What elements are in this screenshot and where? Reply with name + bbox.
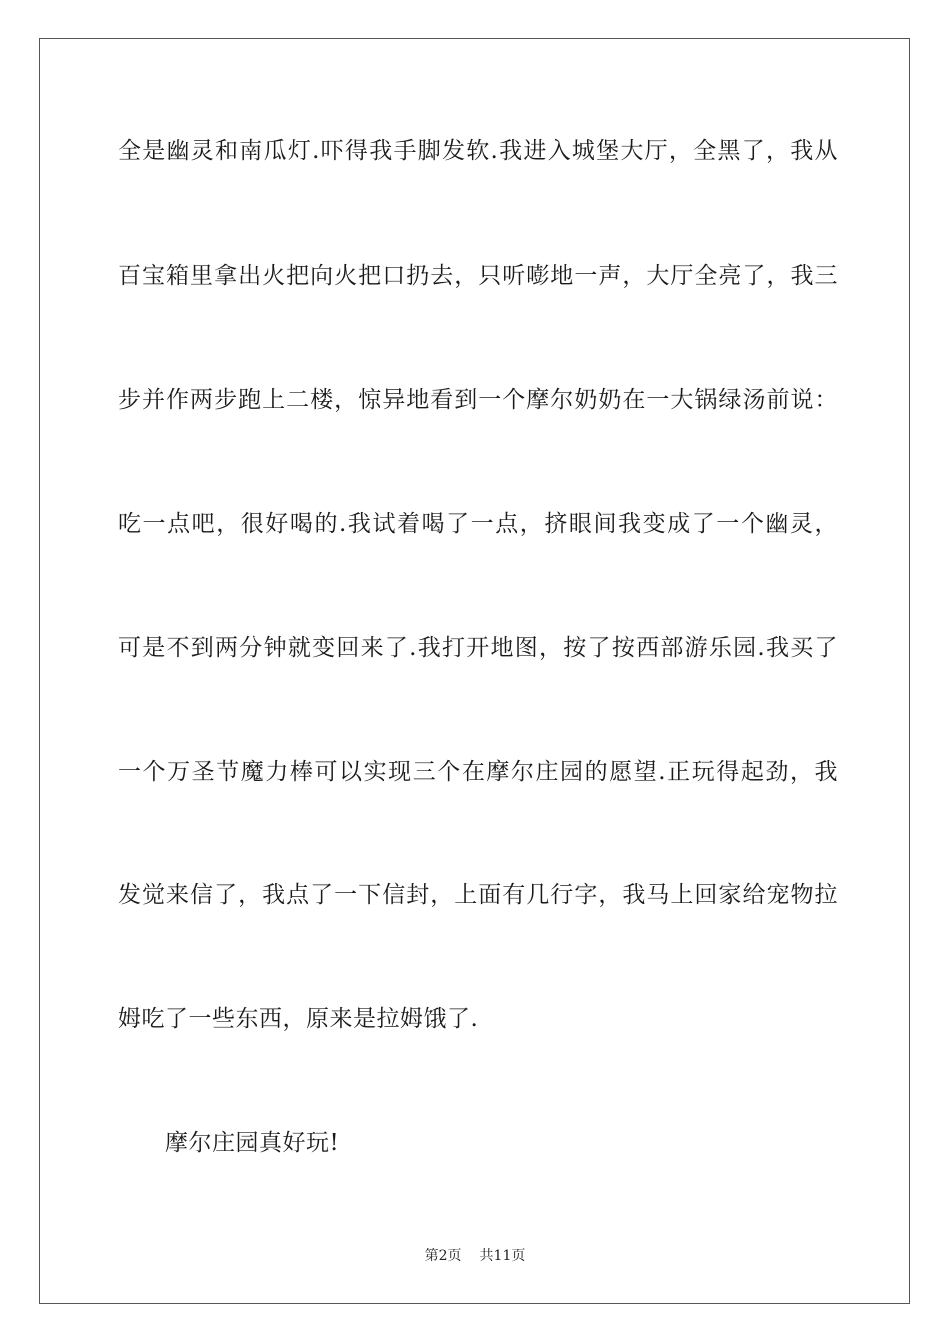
page-number-current: 第2页 [424,1248,462,1264]
paragraph-line-4: 吃一点吧，很好喝的.我试着喝了一点，挤眼间我变成了一个幽灵， [118,511,838,537]
page-number-total: 共11页 [479,1248,526,1264]
paragraph-line-6: 一个万圣节魔力棒可以实现三个在摩尔庄园的愿望.正玩得起劲，我 [118,759,838,785]
paragraph-line-1: 全是幽灵和南瓜灯.吓得我手脚发软.我进入城堡大厅，全黑了，我从 [118,138,838,164]
closing-line: 摩尔庄园真好玩! [165,1130,340,1156]
page-footer [0,1247,950,1265]
paragraph-line-7: 发觉来信了，我点了一下信封，上面有几行字，我马上回家给宠物拉 [118,882,838,908]
paragraph-line-2: 百宝箱里拿出火把向火把口扔去，只听嘭地一声，大厅全亮了，我三 [118,263,838,289]
paragraph-line-5: 可是不到两分钟就变回来了.我打开地图，按了按西部游乐园.我买了 [118,635,838,661]
paragraph-line-3: 步并作两步跑上二楼，惊异地看到一个摩尔奶奶在一大锅绿汤前说： [118,387,838,413]
paragraph-line-8: 姆吃了一些东西，原来是拉姆饿了. [118,1006,479,1032]
page-border [39,38,910,1304]
